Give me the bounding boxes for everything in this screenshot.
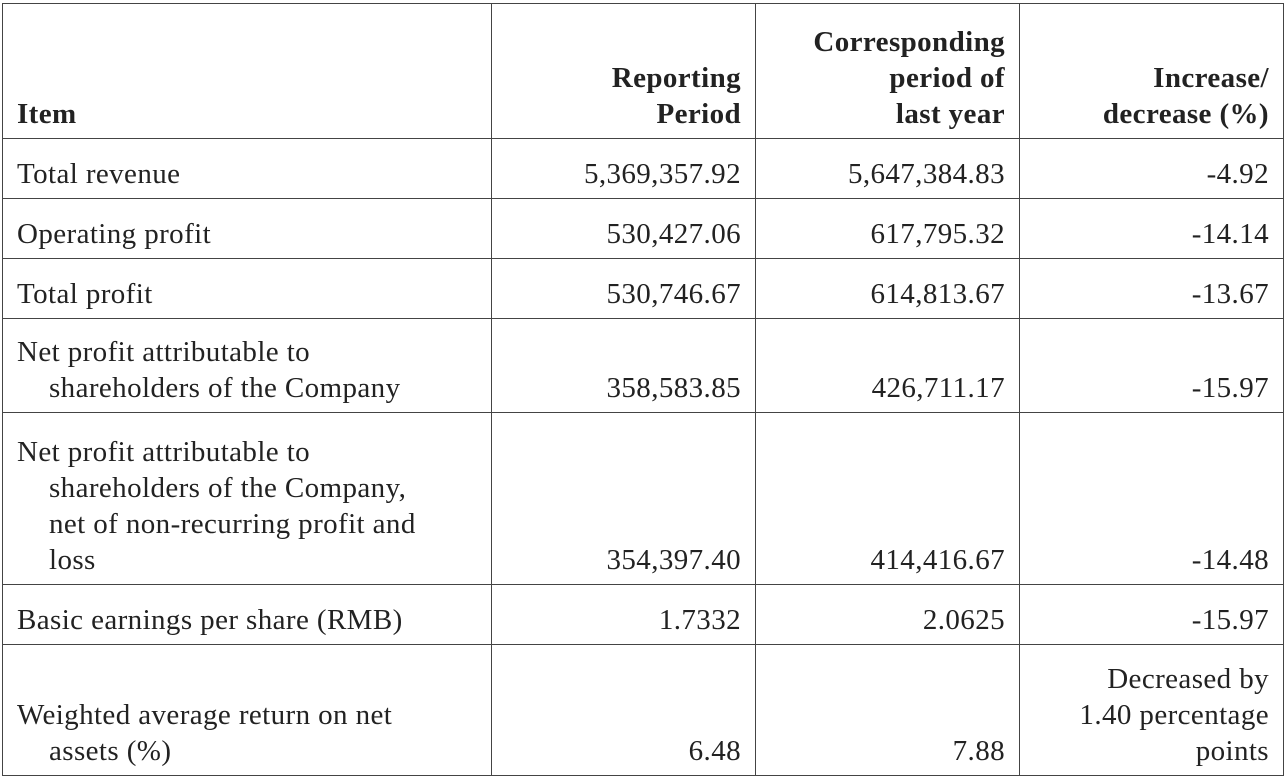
row-change-line: -4.92 (1206, 158, 1269, 190)
row-item (3, 139, 492, 199)
row-item (3, 259, 492, 319)
row-change-value (1020, 199, 1284, 259)
row-item (3, 199, 492, 259)
row-change-value (1020, 585, 1284, 645)
header-reporting-line: Reporting (611, 62, 741, 94)
row-change-value (1020, 645, 1284, 776)
header-change-line: Increase/ (1153, 62, 1269, 94)
row-item (3, 413, 492, 585)
row-reporting-value: 358,583.85 (492, 319, 756, 413)
row-reporting-value: 530,427.06 (492, 199, 756, 259)
table-row (3, 585, 1284, 645)
row-reporting-value: 6.48 (492, 645, 756, 776)
row-last-year-value: 2.0625 (756, 585, 1020, 645)
row-change-value (1020, 139, 1284, 199)
row-last-year-value: 414,416.67 (756, 413, 1020, 585)
row-change-line: 1.40 percentage (1079, 699, 1269, 731)
row-change-value (1020, 413, 1284, 585)
table-row (3, 199, 1284, 259)
financial-summary-table (2, 3, 1284, 776)
row-change-line: Decreased by (1107, 663, 1269, 695)
row-reporting-value: 1.7332 (492, 585, 756, 645)
header-change-line: decrease (%) (1102, 98, 1269, 130)
row-item-label: Net profit attributable to (17, 336, 311, 368)
row-item-label-continued: shareholders of the Company, (49, 472, 407, 504)
table-row (3, 319, 1284, 413)
table-row (3, 645, 1284, 776)
row-last-year-value: 7.88 (756, 645, 1020, 776)
table-row (3, 139, 1284, 199)
header-row (3, 4, 1284, 139)
row-item-label-continued: assets (%) (49, 735, 172, 767)
row-item (3, 645, 492, 776)
row-change-line: points (1195, 735, 1269, 767)
row-reporting-value: 5,369,357.92 (492, 139, 756, 199)
header-corresponding-line: Corresponding (813, 26, 1005, 58)
row-last-year-value: 5,647,384.83 (756, 139, 1020, 199)
row-last-year-value: 426,711.17 (756, 319, 1020, 413)
header-corresponding-line: last year (895, 98, 1005, 130)
header-item-label: Item (17, 98, 77, 130)
row-reporting-value: 354,397.40 (492, 413, 756, 585)
header-reporting-period (492, 4, 756, 139)
row-item-label: Total profit (17, 278, 153, 310)
header-increase-decrease (1020, 4, 1284, 139)
header-reporting-line: Period (656, 98, 741, 130)
row-item-label: Weighted average return on net (17, 699, 393, 731)
row-change-value (1020, 259, 1284, 319)
row-change-line: -13.67 (1191, 278, 1269, 310)
row-item (3, 585, 492, 645)
row-last-year-value: 617,795.32 (756, 199, 1020, 259)
header-corresponding-line: period of (889, 62, 1005, 94)
row-item-label: Basic earnings per share (RMB) (17, 604, 403, 636)
row-item-label: Net profit attributable to (17, 436, 311, 468)
header-item (3, 4, 492, 139)
row-change-value (1020, 319, 1284, 413)
row-item-label: Total revenue (17, 158, 181, 190)
row-item-label-continued: net of non-recurring profit and (49, 508, 416, 540)
row-item-label-continued: loss (49, 544, 96, 576)
row-last-year-value: 614,813.67 (756, 259, 1020, 319)
row-item-label-continued: shareholders of the Company (49, 372, 401, 404)
row-change-line: -15.97 (1191, 604, 1269, 636)
row-reporting-value: 530,746.67 (492, 259, 756, 319)
table-row (3, 259, 1284, 319)
row-item-label: Operating profit (17, 218, 212, 250)
row-change-line: -15.97 (1191, 372, 1269, 404)
row-item (3, 319, 492, 413)
header-corresponding-period (756, 4, 1020, 139)
table-row (3, 413, 1284, 585)
row-change-line: -14.48 (1191, 544, 1269, 576)
row-change-line: -14.14 (1191, 218, 1269, 250)
